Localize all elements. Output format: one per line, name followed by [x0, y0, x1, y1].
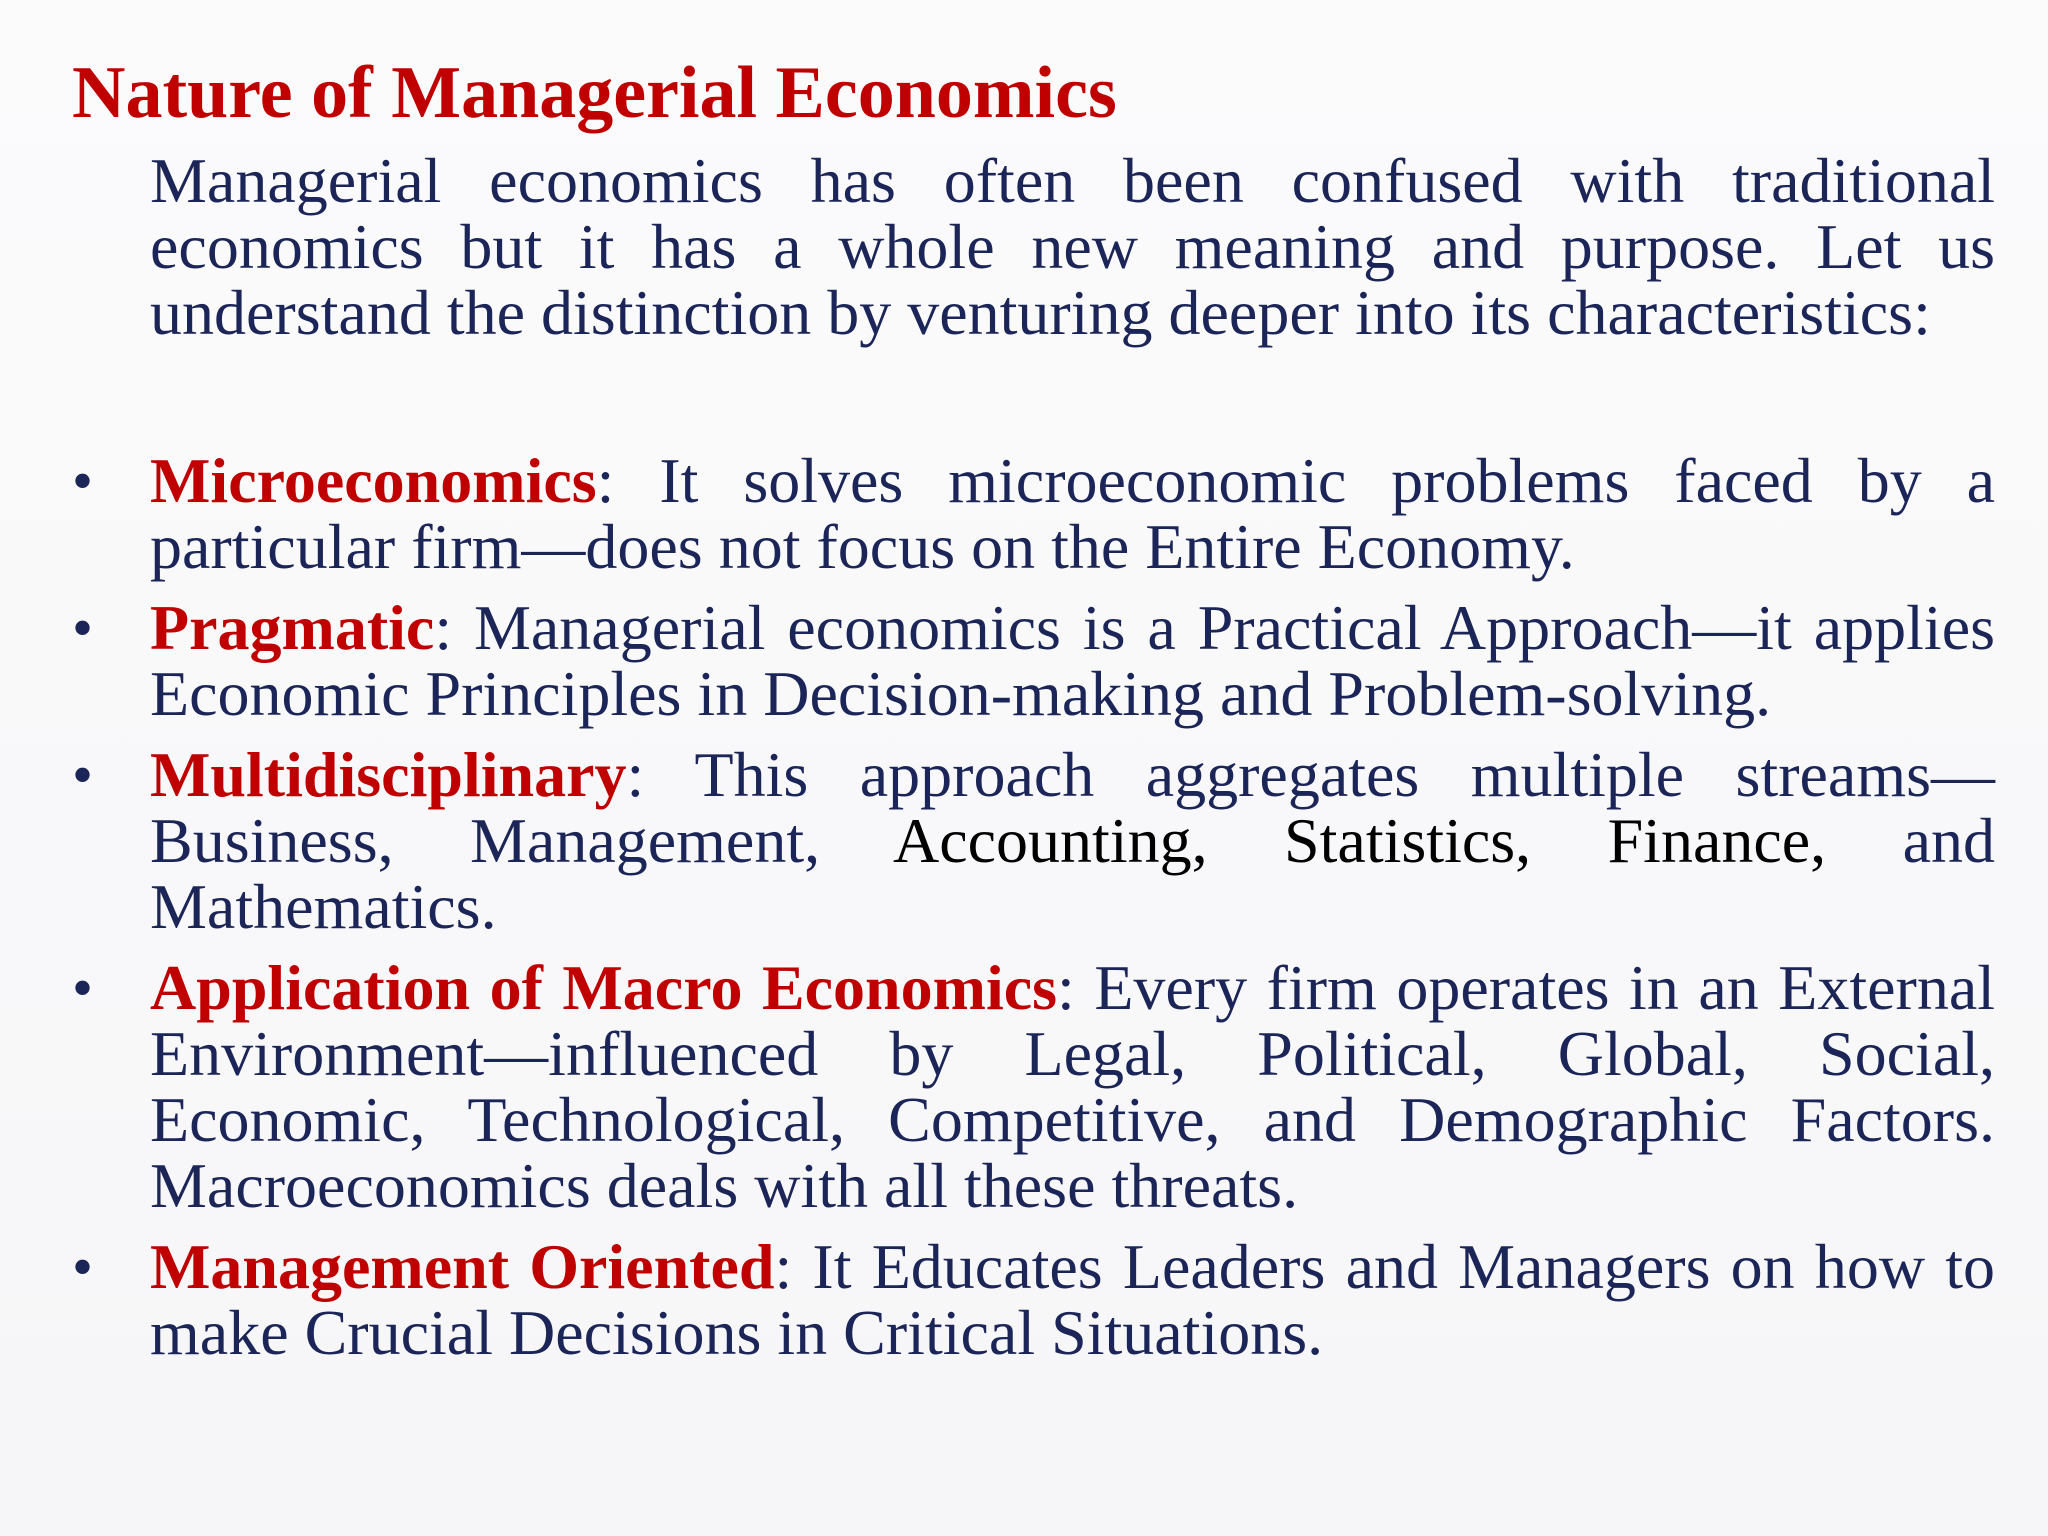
bullet-icon: •: [72, 742, 94, 808]
characteristics-list: [0, 445, 2048, 1381]
list-item-multidisciplinary: [0, 739, 1996, 942]
list-item-microeconomics: [0, 445, 1995, 582]
separator: :: [434, 592, 453, 663]
description: It solves microeconomic problems faced by a particular firm—does not focus on the Entire Economy.: [150, 445, 1995, 582]
list-item-macro-economics: [0, 952, 1995, 1221]
term-microeconomics: Microeconomics: [150, 445, 597, 516]
term-multidisciplinary: Multidisciplinary: [150, 739, 627, 810]
description: It Educates Leaders and Managers on how to make Crucial Decisions in Critical Situations.: [150, 1231, 1996, 1368]
term-macro-economics: Application of Macro Economics: [150, 952, 1058, 1023]
separator: :: [774, 1231, 793, 1302]
intro-paragraph: Managerial economics has often been confused with traditional economics but it has a whole new meaning and purpose. Let us understand the distinction by venturing deeper into its characteristics:: [150, 145, 1995, 348]
term-pragmatic: Pragmatic: [150, 592, 435, 663]
separator: :: [626, 739, 645, 810]
description: Managerial economics is a Practical Approach—it applies Economic Principles in Decision-making and Problem-solving.: [150, 592, 1995, 729]
bullet-icon: •: [72, 1234, 94, 1300]
description-part-b: Accounting, Statistics, Finance,: [893, 805, 1827, 876]
slide-title: Nature of Managerial Economics: [72, 52, 1117, 134]
separator: :: [1057, 952, 1075, 1023]
term-management-oriented: Management Oriented: [150, 1231, 775, 1302]
bullet-icon: •: [72, 595, 94, 661]
description-part-a: This approach aggregates multiple streams—Business, Management,: [150, 739, 1995, 876]
description-part-c: and Mathematics.: [150, 805, 1996, 942]
description: Every firm operates in an External Environment—influenced by Legal, Political, Global, Social, Economic, Technological, Competitive, and Demographic Factors. Macroeconomics deals with all these threats.: [150, 952, 1995, 1221]
list-item-management-oriented: [0, 1231, 1996, 1368]
bullet-icon: •: [72, 955, 94, 1021]
bullet-icon: •: [72, 448, 94, 514]
list-item-pragmatic: [0, 592, 1995, 729]
separator: :: [596, 445, 615, 516]
